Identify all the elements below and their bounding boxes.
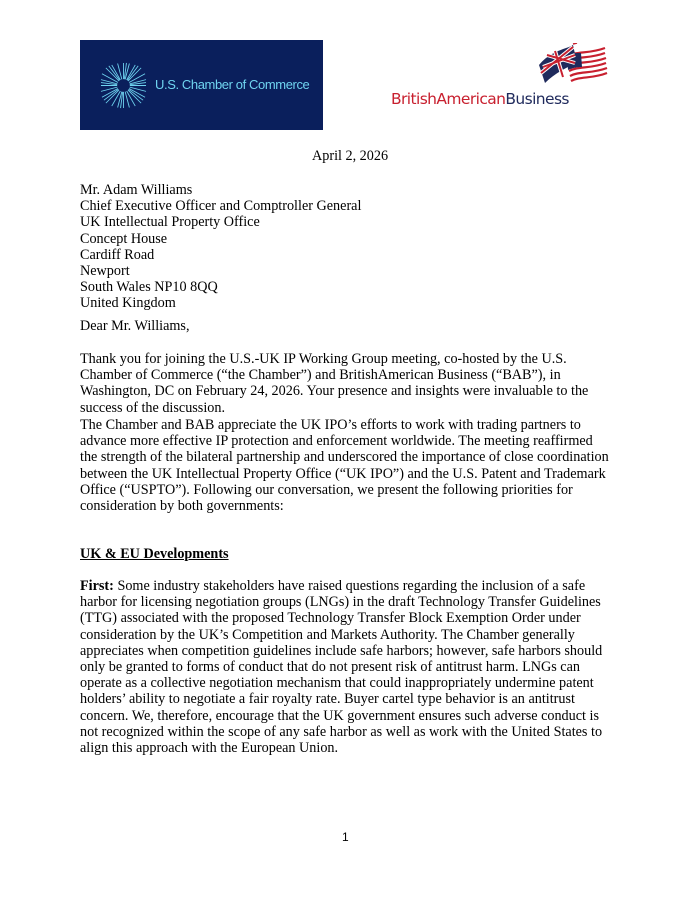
bab-logo-text-british-american: BritishAmerican (391, 90, 506, 108)
salutation: Dear Mr. Williams, (80, 318, 190, 334)
bab-logo-text-business: Business (505, 90, 569, 108)
address-line: Mr. Adam Williams (80, 182, 193, 198)
paragraph-lead: First: (80, 578, 114, 594)
letter-date: April 2, 2026 (312, 148, 389, 164)
paragraph-first (80, 578, 612, 756)
british-american-business-logo (385, 40, 615, 115)
bab-logo-text (391, 90, 569, 108)
address-line: United Kingdom (80, 295, 176, 312)
address-line: South Wales NP10 8QQ (80, 279, 218, 296)
address-line: UK Intellectual Property Office (80, 214, 260, 231)
address-line: Newport (80, 263, 130, 280)
address-line: Concept House (80, 230, 168, 247)
chamber-logo-text: U.S. Chamber of Commerce (155, 77, 310, 92)
address-line: Cardiff Road (80, 246, 155, 263)
chamber-burst-icon (100, 62, 147, 109)
section-heading: UK & EU Developments (80, 546, 229, 562)
recipient-address (80, 182, 361, 312)
page-number: 1 (342, 830, 349, 844)
uk-us-flags-icon (537, 43, 609, 85)
paragraph-intro: Thank you for joining the U.S.-UK IP Working Group meeting, co-hosted by the U.S. Chamber of Commerce (“the Chamber”) and BritishAmerican Business (“BAB”), in Washington, DC on February 24, 2026. Your presence and insights were invaluable to the success of the discussion. (80, 351, 589, 416)
paragraph-first-body: Some industry stakeholders have raised questions regarding the inclusion of a safe harbor for licensing negotiation groups (LNGs) in the draft Technology Transfer Guidelines (TTG) associated with the proposed Technology Transfer Block Exemption Order under consideration by the UK’s Competition and Markets Authority. The Chamber generally appreciates when competition guidelines include safe harbors; however, safe harbors should only be granted to forms of conduct that do not present risk of antitrust harm. LNGs can operate as a collective negotiation mechanism that could inappropriately undermine patent holders’ ability to negotiate a fair royalty rate. Buyer cartel type behavior is an antitrust concern. We, therefore, encourage that the UK government ensures such adverse conduct is not recognized within the scope of any safe harbor as well as work with the United States to align this approach with the European Union. (80, 578, 603, 757)
us-chamber-logo (80, 40, 323, 130)
paragraph-priorities: The Chamber and BAB appreciate the UK IPO’s efforts to work with trading partners to advance more effective IP protection and enforcement worldwide. The meeting reaffirmed the strength of the bilateral partnership and underscored the importance of close coordination between the UK Intellectual Property Office (“UK IPO”) and the U.S. Patent and Trademark Office (“USPTO”). Following our conversation, we present the following priorities for consideration by both governments: (80, 417, 609, 515)
address-line: Chief Executive Officer and Comptroller General (80, 198, 362, 215)
